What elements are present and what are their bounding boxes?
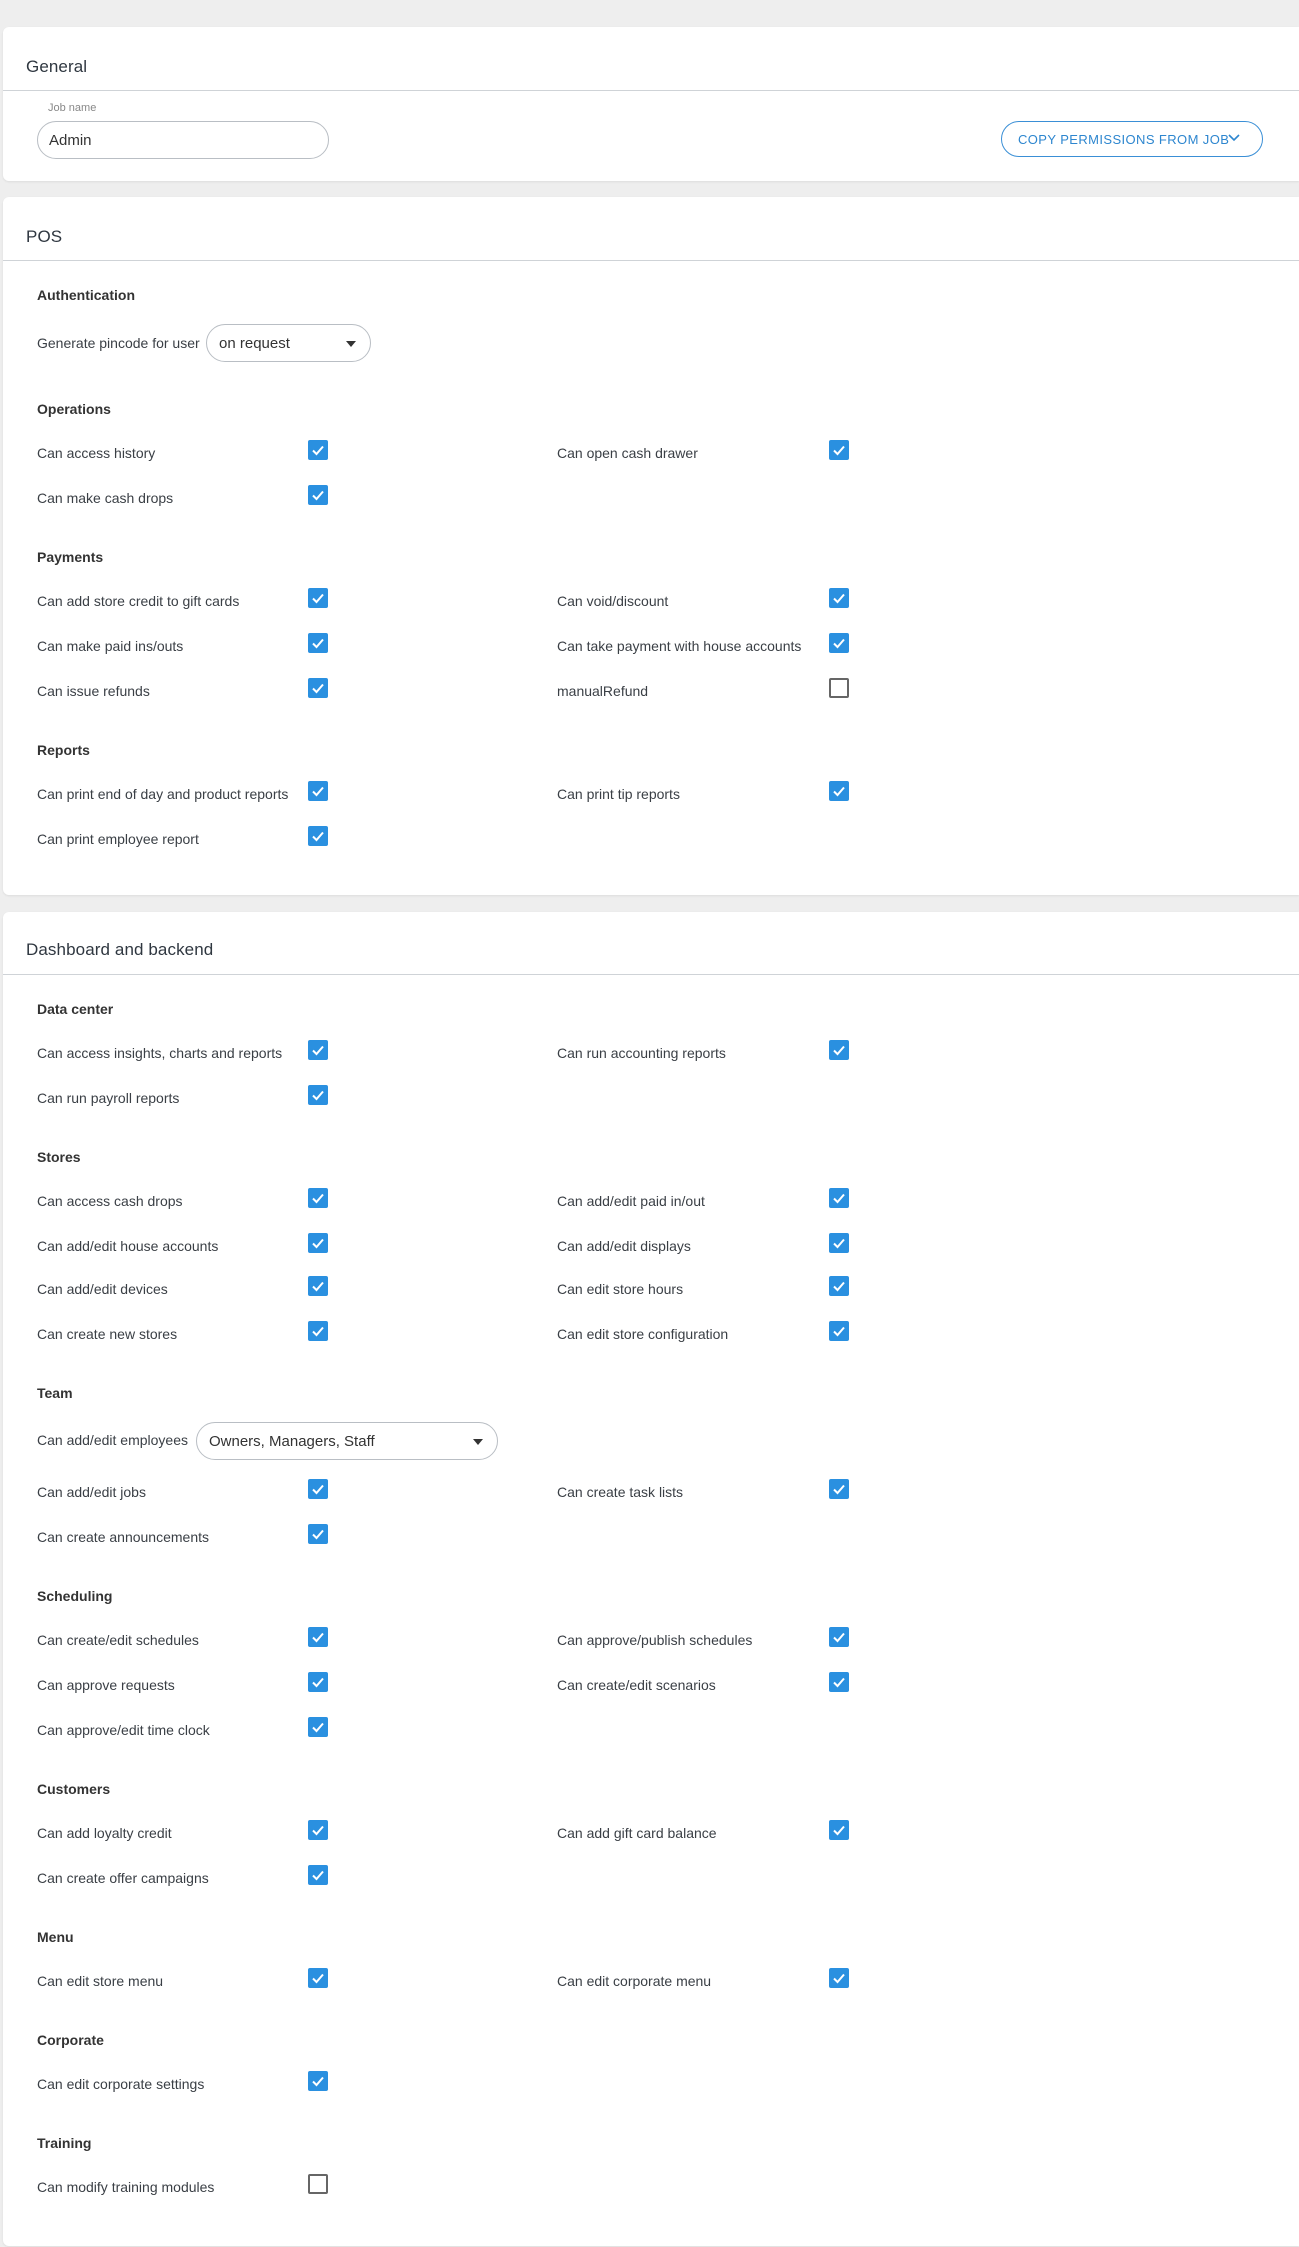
- checkbox-house-accounts-payment[interactable]: [829, 633, 849, 653]
- checkbox-accounting-reports[interactable]: [829, 1040, 849, 1060]
- checkbox-eod-product-reports[interactable]: [308, 781, 328, 801]
- check-icon: [310, 1235, 326, 1251]
- checkbox-store-credit-gift-cards[interactable]: [308, 588, 328, 608]
- dashboard-title: Dashboard and backend: [26, 940, 214, 959]
- general-divider: [3, 90, 1299, 91]
- perm-label: Can edit corporate menu: [557, 1973, 712, 1989]
- checkbox-approve-requests[interactable]: [308, 1672, 328, 1692]
- checkbox-access-history[interactable]: [308, 440, 328, 460]
- check-icon: [310, 1867, 326, 1883]
- perm-label: Can create/edit scenarios: [557, 1677, 716, 1693]
- perm-label: Can add/edit paid in/out: [557, 1193, 705, 1209]
- pincode-select-value: on request: [219, 334, 290, 352]
- check-icon: [831, 1190, 847, 1206]
- check-icon: [310, 635, 326, 651]
- perm-label: Can take payment with house accounts: [557, 638, 802, 654]
- perm-label: Can create new stores: [37, 1326, 178, 1342]
- checkbox-paid-in-out[interactable]: [829, 1188, 849, 1208]
- check-icon: [831, 783, 847, 799]
- checkbox-void-discount[interactable]: [829, 588, 849, 608]
- check-icon: [831, 590, 847, 606]
- perm-label: Can add loyalty credit: [37, 1825, 172, 1841]
- job-name-input[interactable]: Admin: [37, 121, 329, 159]
- dashboard-divider: [3, 974, 1299, 975]
- checkbox-store-menu[interactable]: [308, 1968, 328, 1988]
- perm-label: Can create offer campaigns: [37, 1870, 209, 1886]
- perm-label: manualRefund: [557, 683, 649, 699]
- check-icon: [310, 1323, 326, 1339]
- checkbox-jobs[interactable]: [308, 1479, 328, 1499]
- check-icon: [310, 1822, 326, 1838]
- perm-label: Can add/edit displays: [557, 1238, 691, 1254]
- perm-label: Can access insights, charts and reports: [37, 1045, 283, 1061]
- check-icon: [831, 1629, 847, 1645]
- checkbox-manual-refund[interactable]: [829, 678, 849, 698]
- corporate-title: Corporate: [37, 2032, 104, 2048]
- checkbox-create-edit-schedules[interactable]: [308, 1627, 328, 1647]
- perm-label: Can add/edit house accounts: [37, 1238, 219, 1254]
- perm-label: Can access history: [37, 445, 156, 461]
- job-name-label: Job name: [48, 102, 97, 114]
- perm-label: Can add/edit devices: [37, 1281, 168, 1297]
- operations-title: Operations: [37, 401, 111, 417]
- checkbox-scenarios[interactable]: [829, 1672, 849, 1692]
- check-icon: [310, 590, 326, 606]
- checkbox-gift-card-balance[interactable]: [829, 1820, 849, 1840]
- checkbox-access-cash-drops[interactable]: [308, 1188, 328, 1208]
- perm-label: Can make cash drops: [37, 490, 174, 506]
- check-icon: [310, 1526, 326, 1542]
- data-center-title: Data center: [37, 1001, 114, 1017]
- checkbox-training-modules[interactable]: [308, 2174, 328, 2194]
- check-icon: [831, 1323, 847, 1339]
- team-title: Team: [37, 1385, 73, 1401]
- perm-label: Can approve/edit time clock: [37, 1722, 210, 1738]
- perm-label: Can add/edit jobs: [37, 1484, 146, 1500]
- check-icon: [831, 1674, 847, 1690]
- pincode-select[interactable]: [206, 324, 371, 362]
- perm-label: Can edit store hours: [557, 1281, 684, 1297]
- employees-label: Can add/edit employees: [37, 1432, 188, 1448]
- perm-label: Can approve/publish schedules: [557, 1632, 753, 1648]
- perm-label: Can add store credit to gift cards: [37, 593, 240, 609]
- copy-permissions-button[interactable]: [1001, 121, 1263, 157]
- checkbox-tip-reports[interactable]: [829, 781, 849, 801]
- check-icon: [310, 1674, 326, 1690]
- perm-label: Can create announcements: [37, 1529, 209, 1545]
- check-icon: [310, 1970, 326, 1986]
- checkbox-displays[interactable]: [829, 1233, 849, 1253]
- checkbox-time-clock[interactable]: [308, 1717, 328, 1737]
- training-title: Training: [37, 2135, 92, 2151]
- checkbox-new-stores[interactable]: [308, 1321, 328, 1341]
- pincode-label: Generate pincode for user: [37, 335, 200, 351]
- perm-label: Can add gift card balance: [557, 1825, 717, 1841]
- perm-label: Can modify training modules: [37, 2179, 215, 2195]
- check-icon: [310, 680, 326, 696]
- check-icon: [831, 1042, 847, 1058]
- check-icon: [310, 2073, 326, 2089]
- perm-label: Can create/edit schedules: [37, 1632, 199, 1648]
- check-icon: [310, 828, 326, 844]
- check-icon: [831, 1481, 847, 1497]
- checkbox-approve-publish-schedules[interactable]: [829, 1627, 849, 1647]
- check-icon: [310, 1629, 326, 1645]
- check-icon: [831, 1822, 847, 1838]
- authentication-title: Authentication: [37, 287, 135, 303]
- check-icon: [310, 1481, 326, 1497]
- check-icon: [831, 1970, 847, 1986]
- copy-permissions-label: COPY PERMISSIONS FROM JOB: [1018, 131, 1230, 147]
- menu-title: Menu: [37, 1929, 74, 1945]
- check-icon: [310, 1719, 326, 1735]
- perm-label: Can run accounting reports: [557, 1045, 726, 1061]
- checkbox-house-accounts[interactable]: [308, 1233, 328, 1253]
- dashboard-card: [3, 912, 1299, 2246]
- perm-label: Can make paid ins/outs: [37, 638, 184, 654]
- perm-label: Can run payroll reports: [37, 1090, 180, 1106]
- perm-label: Can print tip reports: [557, 786, 680, 802]
- checkbox-issue-refunds[interactable]: [308, 678, 328, 698]
- perm-label: Can edit corporate settings: [37, 2076, 205, 2092]
- perm-label: Can print employee report: [37, 831, 199, 847]
- checkbox-offer-campaigns[interactable]: [308, 1865, 328, 1885]
- customers-title: Customers: [37, 1781, 111, 1797]
- check-icon: [831, 442, 847, 458]
- pos-title: POS: [26, 227, 63, 246]
- check-icon: [831, 1235, 847, 1251]
- checkbox-loyalty-credit[interactable]: [308, 1820, 328, 1840]
- pos-divider: [3, 260, 1299, 261]
- perm-label: Can create task lists: [557, 1484, 684, 1500]
- perm-label: Can open cash drawer: [557, 445, 698, 461]
- perm-label: Can edit store configuration: [557, 1326, 729, 1342]
- checkbox-store-hours[interactable]: [829, 1276, 849, 1296]
- check-icon: [310, 442, 326, 458]
- scheduling-title: Scheduling: [37, 1588, 113, 1604]
- checkbox-insights[interactable]: [308, 1040, 328, 1060]
- perm-label: Can approve requests: [37, 1677, 175, 1693]
- checkbox-make-cash-drops[interactable]: [308, 485, 328, 505]
- caret-down-icon: [473, 1439, 483, 1445]
- checkbox-announcements[interactable]: [308, 1524, 328, 1544]
- check-icon: [310, 1190, 326, 1206]
- checkbox-employee-report[interactable]: [308, 826, 328, 846]
- perm-label: Can void/discount: [557, 593, 669, 609]
- checkbox-task-lists[interactable]: [829, 1479, 849, 1499]
- employees-select[interactable]: [196, 1422, 498, 1460]
- checkbox-paid-ins-outs[interactable]: [308, 633, 328, 653]
- stores-title: Stores: [37, 1149, 81, 1165]
- checkbox-open-cash-drawer[interactable]: [829, 440, 849, 460]
- checkbox-corporate-menu[interactable]: [829, 1968, 849, 1988]
- chevron-down-icon: [1228, 134, 1240, 142]
- payments-title: Payments: [37, 549, 104, 565]
- check-icon: [310, 1087, 326, 1103]
- checkbox-payroll-reports[interactable]: [308, 1085, 328, 1105]
- check-icon: [310, 487, 326, 503]
- checkbox-store-configuration[interactable]: [829, 1321, 849, 1341]
- pos-card: [3, 197, 1299, 895]
- general-card: [3, 27, 1299, 181]
- checkbox-corporate-settings[interactable]: [308, 2071, 328, 2091]
- check-icon: [310, 783, 326, 799]
- perm-label: Can access cash drops: [37, 1193, 183, 1209]
- employees-select-value: Owners, Managers, Staff: [209, 1432, 375, 1450]
- check-icon: [831, 1278, 847, 1294]
- check-icon: [310, 1278, 326, 1294]
- caret-down-icon: [346, 341, 356, 347]
- perm-label: Can print end of day and product reports: [37, 786, 289, 802]
- checkbox-devices[interactable]: [308, 1276, 328, 1296]
- check-icon: [831, 635, 847, 651]
- general-title: General: [26, 57, 88, 76]
- reports-title: Reports: [37, 742, 90, 758]
- perm-label: Can edit store menu: [37, 1973, 164, 1989]
- check-icon: [310, 1042, 326, 1058]
- perm-label: Can issue refunds: [37, 683, 150, 699]
